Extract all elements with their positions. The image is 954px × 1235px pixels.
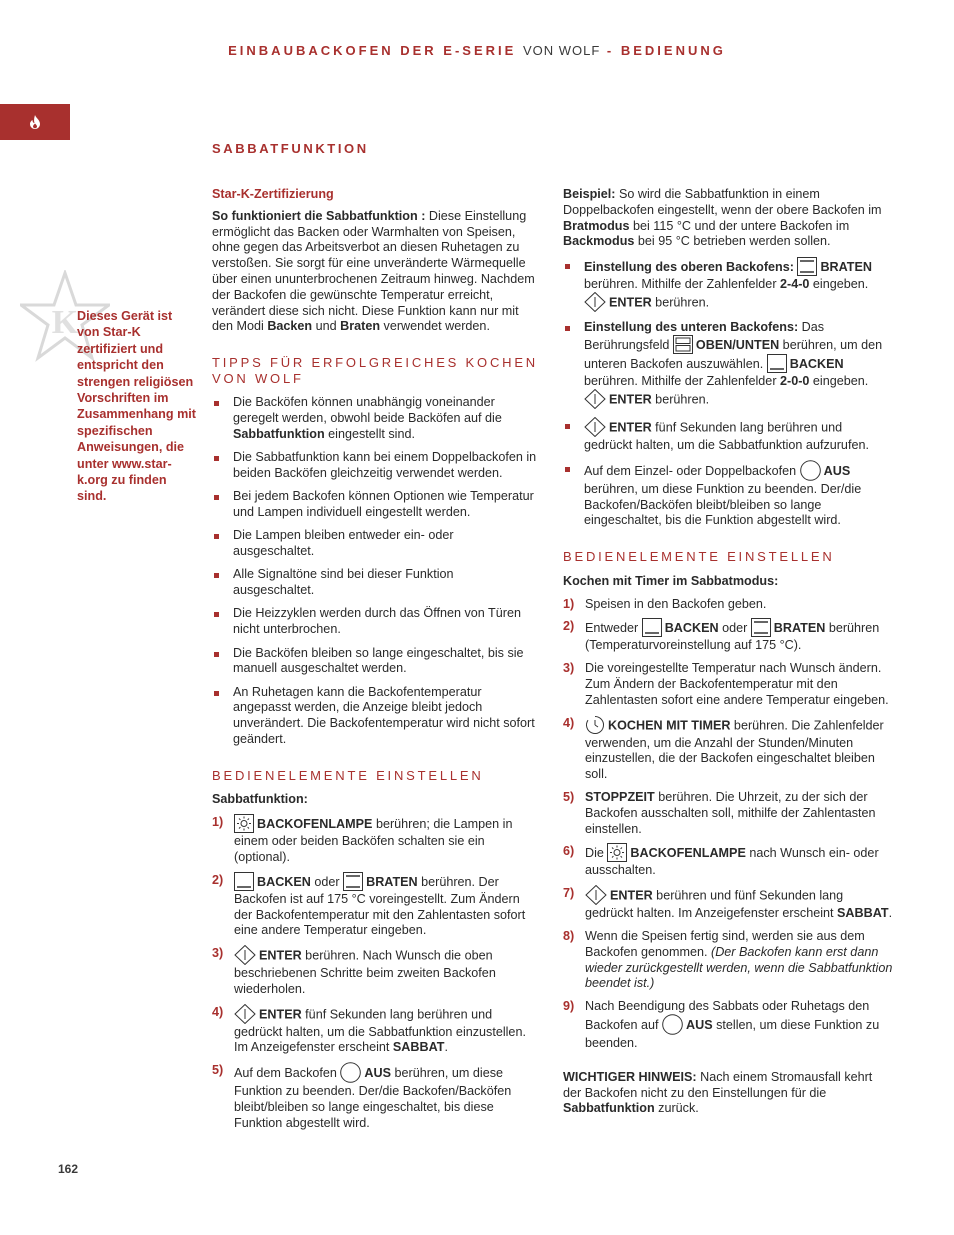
step-number: 7) [563, 886, 575, 901]
step-bold: ENTER [259, 948, 302, 963]
step-text: Wenn die Speisen fertig sind, werden sie aus dem Backofen genommen. [585, 928, 865, 959]
step-end: . [444, 1040, 448, 1055]
bake-icon [234, 872, 254, 891]
star-k-heading: Star-K-Zertifizierung [212, 187, 334, 201]
step-number: 5) [212, 1063, 224, 1078]
step-text: Speisen in den Backofen geben. [585, 596, 767, 611]
step-end: . [888, 906, 893, 921]
example-text: bei 115 °C und der untere Backofen im [629, 218, 850, 233]
list-item [563, 597, 893, 613]
example-paragraph [563, 187, 893, 250]
step-number: 3) [563, 661, 575, 676]
step-text: berühren. Die Zahlenfelder verwenden, um die Anzahl der Stunden/Minuten einzustellen, die der Backofen eingeschaltet bleiben soll. [585, 717, 884, 782]
step-text: Entweder [585, 621, 642, 636]
intro-end: verwendet werden. [380, 319, 490, 334]
upper-lower-icon [673, 335, 693, 354]
roast-icon [797, 257, 817, 276]
svg-text:K: K [51, 304, 79, 341]
enter-icon [584, 417, 606, 437]
list-item [212, 815, 538, 866]
step-number: 6) [563, 844, 575, 859]
item-text: berühren, um diese Funktion zu beenden. Der/die Backofen/Backöfen bleibt/bleiben so lange eingeschaltet, bis die Funktion abgestellt wird. [584, 481, 862, 528]
step-bold: BACKOFENLAMPE [630, 846, 746, 861]
list-item: Die Heizzyklen werden durch das Öffnen von Türen nicht unterbrochen. [212, 606, 538, 638]
page-header [0, 43, 954, 59]
timer-icon [585, 715, 605, 735]
list-item [563, 790, 893, 837]
tips-heading: TIPPS FÜR ERFOLGREICHES KOCHEN VON WOLF [212, 355, 538, 386]
note-bold: Sabbatfunktion [563, 1101, 655, 1116]
enter-icon [585, 885, 607, 905]
timer-steps-list [563, 597, 893, 1052]
step-italic: (Der Backofen kann erst dann wieder zurückgestellt werden, wenn die Sabbatfunktion beendet ist.) [585, 944, 893, 991]
example-bold: Backmodus [563, 234, 635, 249]
step-number: 8) [563, 928, 575, 943]
step-text: Die [585, 846, 608, 861]
note-end: zurück. [654, 1101, 699, 1116]
header-brand: VON WOLF [522, 43, 601, 58]
section-tab [0, 104, 70, 140]
item-end: berühren. [651, 392, 710, 407]
enter-icon [584, 292, 606, 312]
item-bold: BACKEN [789, 357, 844, 372]
timer-controls-heading: BEDIENELEMENTE EINSTELLEN [563, 549, 835, 565]
important-note [563, 1070, 893, 1117]
tips-list [212, 395, 538, 748]
item-text: eingeben. [809, 374, 869, 389]
step-text: nach Wunsch ein- oder ausschalten. [585, 846, 879, 878]
item-text: Das Berührungsfeld [584, 320, 825, 353]
step-bold: AUS [686, 1017, 713, 1032]
list-item [563, 844, 893, 879]
roast-icon [343, 872, 363, 891]
step-bold: KOCHEN MIT TIMER [608, 717, 731, 732]
step-text: oder [718, 621, 751, 636]
lamp-icon [607, 843, 627, 862]
step-end: stellen, um diese Funktion zu beenden. [585, 1017, 880, 1050]
step-bold: BACKEN [257, 874, 311, 889]
bake-icon [642, 618, 662, 637]
example-bold: Beispiel: [563, 187, 616, 201]
tip-bold: Sabbatfunktion [233, 426, 325, 441]
header-section: - BEDIENUNG [606, 43, 726, 58]
step-bold: BACKEN [664, 621, 719, 636]
step-text: berühren, um diese Funktion zu beenden. Der/die Backofen/Backöfen bleibt/bleiben so lange eingeschaltet, bis diese Funktion abgestellt wird. [234, 1066, 512, 1130]
list-item [563, 461, 893, 529]
example-text: bei 95 °C betrieben werden sollen. [634, 234, 831, 249]
item-text: Auf dem Einzel- oder Doppelbackofen [584, 463, 800, 478]
example-list [563, 258, 893, 529]
step-bold: SABBAT [392, 1040, 445, 1055]
item-bold: BRATEN [820, 260, 872, 275]
step-bold: BACKOFENLAMPE [257, 816, 373, 831]
step-text: Die voreingestellte Temperatur nach Wunsch ändern. Zum Ändern der Backofentemperatur mit den Zahlentasten sofort eine andere Temperatur eingeben. [585, 661, 889, 707]
step-text: berühren; die Lampen in einem oder beiden Backöfen schalten sie ein (optional). [234, 816, 513, 864]
off-icon [662, 1014, 683, 1035]
item-bold: ENTER [609, 295, 652, 310]
controls-heading: BEDIENELEMENTE EINSTELLEN [212, 767, 484, 783]
intro-text: Diese Einstellung ermöglicht das Backen oder Warmhalten von Speisen, ohne gegen das Arbeitsverbot an diesen Ruhetagen zu verstoßen. Sie sorgt für eine unveränderte Wärmequelle über einen ununterbrochenen Zeitraum hinweg. Nachdem der Backofen die gewünschte Temperatur erreicht, verändert diese sich nicht. Diese Funktion kann nur mit den Modi [212, 208, 535, 334]
list-item: An Ruhetagen kann die Backofentemperatur angepasst werden, die Anzeige bleibt jedoch unverändert. Die Backofentemperatur wird nicht sofort geändert. [212, 685, 538, 748]
flame-icon [29, 115, 41, 129]
step-number: 2) [563, 619, 575, 634]
step-text: berühren und fünf Sekunden lang gedrückt halten. Im Anzeigefenster erscheint [585, 888, 844, 921]
step-bold: ENTER [259, 1007, 302, 1022]
step-number: 9) [563, 999, 575, 1014]
timer-controls-subheading: Kochen mit Timer im Sabbatmodus: [563, 573, 779, 588]
note-text: Nach einem Stromausfall kehrt der Backofen nicht zu den Einstellungen für die [563, 1069, 873, 1100]
right-column [563, 187, 893, 1125]
step-number: 1) [563, 596, 575, 611]
list-item [563, 929, 893, 992]
step-number: 4) [212, 1004, 224, 1019]
list-item [212, 1063, 538, 1131]
step-text: berühren (Temperaturvoreinstellung auf 175 °C). [585, 621, 880, 653]
step-bold: BRATEN [773, 621, 826, 636]
step-number: 2) [212, 872, 224, 887]
list-item [563, 661, 893, 708]
item-text: berühren. Mithilfe der Zahlenfelder [584, 277, 781, 292]
list-item [563, 619, 893, 654]
section-title: SABBATFUNKTION [212, 141, 369, 156]
step-bold: BRATEN [366, 874, 418, 889]
controls-subheading: Sabbatfunktion: [212, 792, 308, 807]
item-bold: OBEN/UNTEN [695, 338, 780, 353]
intro-and: und [312, 319, 341, 334]
item-text: fünf Sekunden lang berühren und gedrückt halten, um die Sabbatfunktion aufzurufen. [584, 419, 869, 452]
lamp-icon [234, 814, 254, 833]
list-item [212, 873, 538, 939]
tip-end: eingestellt sind. [324, 426, 415, 441]
step-number: 5) [563, 789, 575, 804]
list-item [212, 395, 538, 442]
item-text: berühren, um den unteren Backofen auszuwählen. [584, 338, 883, 372]
example-bold: Bratmodus [563, 218, 630, 233]
step-text: fünf Sekunden lang berühren und gedrückt halten, um die Sabbatfunktion einzustellen. Im Anzeigefenster erscheint [234, 1007, 526, 1055]
list-item: Bei jedem Backofen können Optionen wie Temperatur und Lampen individuell eingestellt werden. [212, 489, 538, 521]
step-bold: AUS [364, 1066, 392, 1081]
item-bold: 2-0-0 [780, 374, 810, 389]
step-text: oder [310, 874, 344, 889]
note-bold: WICHTIGER HINWEIS: [563, 1069, 697, 1084]
roast-icon [751, 618, 771, 637]
tip-text: Die Backöfen können unabhängig voneinander geregelt werden, obwohl beide Backöfen auf die [233, 395, 502, 425]
list-item [563, 418, 893, 454]
list-item [563, 716, 893, 783]
example-text: So wird die Sabbatfunktion in einem Doppelbackofen eingestellt, wenn der obere Backofen im [563, 187, 882, 217]
step-text: berühren. Die Uhrzeit, zu der sich der Backofen ausschalten soll, mithilfe der Zahlentasten einstellen. [585, 789, 876, 836]
step-number: 1) [212, 815, 224, 830]
steps-list [212, 815, 538, 1132]
off-icon [340, 1062, 361, 1083]
off-icon [800, 460, 821, 481]
list-item: Alle Signaltöne sind bei dieser Funktion ausgeschaltet. [212, 567, 538, 599]
intro-braten: Braten [340, 319, 381, 334]
page-number: 162 [58, 1162, 79, 1176]
step-number: 4) [563, 715, 575, 730]
left-column [212, 187, 538, 1139]
step-text: Auf dem Backofen [234, 1066, 341, 1081]
item-bold: ENTER [609, 419, 652, 434]
item-bold: Einstellung des oberen Backofens: [584, 260, 794, 275]
list-item [563, 258, 893, 313]
header-title: EINBAUBACKOFEN DER E-SERIE [228, 43, 517, 58]
list-item [563, 320, 893, 410]
sidebar-note: Dieses Gerät ist von Star-K zertifiziert und entspricht den strengen religiösen Vorschriften im Zusammenhang mit spezifischen Anweisungen, die unter www.star-k.org zu finden sind. [77, 309, 196, 504]
step-bold: ENTER [610, 888, 653, 903]
enter-icon [234, 945, 256, 965]
item-text: eingeben. [809, 277, 869, 292]
enter-icon [584, 389, 606, 409]
item-end: berühren. [651, 295, 710, 310]
item-bold: 2-4-0 [780, 277, 810, 292]
list-item [563, 886, 893, 922]
step-bold: SABBAT [837, 906, 889, 921]
intro-bold: So funktioniert die Sabbatfunktion : [212, 208, 426, 223]
list-item: Die Lampen bleiben entweder ein- oder ausgeschaltet. [212, 528, 538, 560]
step-text: berühren. Der Backofen ist auf 175 °C voreingestellt. Zum Ändern der Backofentemperatur mit den Zahlentasten sofort eine andere Temperatur eingeben. [234, 874, 526, 938]
intro-paragraph [212, 209, 538, 335]
step-text: berühren. Nach Wunsch die oben beschriebenen Schritte beim zweiten Backofen wiederholen. [234, 948, 496, 996]
list-item [212, 1005, 538, 1057]
enter-icon [234, 1004, 256, 1024]
list-item: Die Sabbatfunktion kann bei einem Doppelbackofen in beiden Backöfen gleichzeitig verwendet werden. [212, 450, 538, 482]
list-item [212, 946, 538, 998]
bake-icon [767, 354, 787, 373]
item-bold: AUS [823, 463, 851, 478]
item-text: berühren. Mithilfe der Zahlenfelder [584, 374, 781, 389]
step-number: 3) [212, 946, 224, 961]
intro-backen: Backen [267, 319, 313, 334]
item-bold: ENTER [609, 392, 652, 407]
step-bold: STOPPZEIT [585, 789, 655, 804]
list-item: Die Backöfen bleiben so lange eingeschaltet, bis sie manuell ausgeschaltet werden. [212, 646, 538, 678]
item-bold: Einstellung des unteren Backofens: [584, 320, 799, 335]
step-text: Nach Beendigung des Sabbats oder Ruhetags den Backofen auf [585, 999, 870, 1032]
list-item [563, 999, 893, 1052]
